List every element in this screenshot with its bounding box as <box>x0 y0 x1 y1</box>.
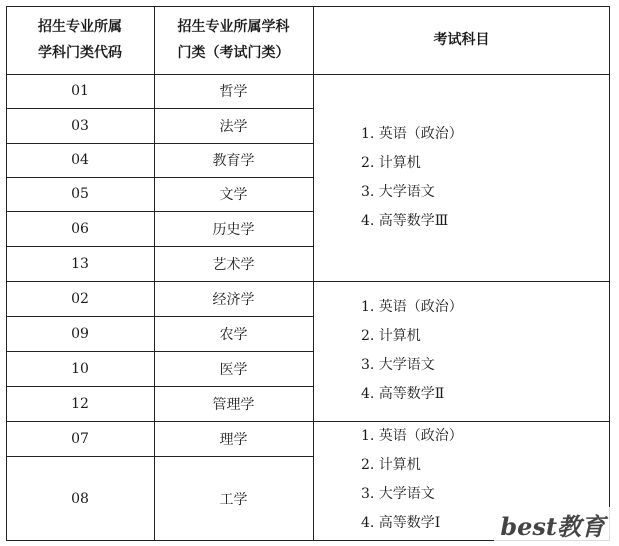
row-category: 文学 <box>219 187 248 203</box>
header-code <box>6 6 154 74</box>
row-code: 08 <box>71 490 89 507</box>
row-category: 工学 <box>219 491 248 508</box>
row-category: 历史学 <box>212 221 255 238</box>
table-border-left <box>6 6 7 541</box>
row-code: 13 <box>71 255 89 272</box>
row-code: 06 <box>71 220 89 237</box>
column-divider <box>154 6 155 541</box>
row-code: 01 <box>71 83 89 99</box>
subject-list <box>361 293 463 409</box>
header-category-line2: 门类（考试门类） <box>177 45 290 61</box>
row-category: 法学 <box>219 118 248 135</box>
header-subjects-label: 考试科目 <box>433 32 490 48</box>
subject-item: 1. 英语（政治） <box>361 428 463 444</box>
row-code: 04 <box>71 152 89 168</box>
watermark-logo: best教育 <box>494 507 611 542</box>
subject-item: 3. 大学语文 <box>361 357 435 373</box>
row-code: 09 <box>71 325 89 342</box>
row-code: 05 <box>71 186 89 202</box>
group-divider <box>6 281 610 282</box>
row-category: 理学 <box>219 431 248 448</box>
exam-subject-table <box>6 6 610 541</box>
header-category-line1: 招生专业所属学科 <box>177 19 290 35</box>
row-divider <box>6 456 313 457</box>
row-divider <box>6 108 313 109</box>
header-divider <box>6 74 610 75</box>
subject-item: 4. 高等数学Ⅲ <box>361 213 449 229</box>
group-divider <box>6 421 610 422</box>
subject-item: 1. 英语（政治） <box>361 299 463 315</box>
row-divider <box>6 386 313 387</box>
table-border-right <box>609 6 610 541</box>
row-code: 03 <box>71 117 89 134</box>
row-category: 哲学 <box>219 84 248 100</box>
header-subjects <box>313 6 610 74</box>
header-code-line2: 学科门类代码 <box>38 45 122 61</box>
row-category: 管理学 <box>212 396 255 413</box>
subject-item: 2. 计算机 <box>361 457 421 473</box>
header-category <box>154 6 313 74</box>
subject-item: 2. 计算机 <box>361 328 421 344</box>
header-code-line1: 招生专业所属 <box>38 19 122 35</box>
row-code: 02 <box>71 290 89 307</box>
row-category: 医学 <box>219 361 248 378</box>
subject-list <box>361 422 463 538</box>
subject-item: 4. 高等数学Ⅱ <box>361 386 445 402</box>
row-divider <box>6 316 313 317</box>
table-border-top <box>6 6 610 7</box>
row-divider <box>6 177 313 178</box>
row-divider <box>6 143 313 144</box>
row-code: 07 <box>71 430 89 447</box>
row-category: 经济学 <box>212 291 255 308</box>
row-category: 教育学 <box>212 153 255 169</box>
column-divider <box>313 6 314 541</box>
row-code: 12 <box>71 395 89 412</box>
subject-list <box>361 120 463 236</box>
subject-item: 3. 大学语文 <box>361 486 435 502</box>
row-divider <box>6 211 313 212</box>
row-category: 农学 <box>219 326 248 343</box>
row-category: 艺术学 <box>212 256 255 273</box>
subject-item: 3. 大学语文 <box>361 184 435 200</box>
subject-item: 4. 高等数学Ⅰ <box>361 515 441 531</box>
row-divider <box>6 351 313 352</box>
row-divider <box>6 246 313 247</box>
subject-item: 1. 英语（政治） <box>361 126 463 142</box>
row-code: 10 <box>71 360 89 377</box>
subject-item: 2. 计算机 <box>361 155 421 171</box>
